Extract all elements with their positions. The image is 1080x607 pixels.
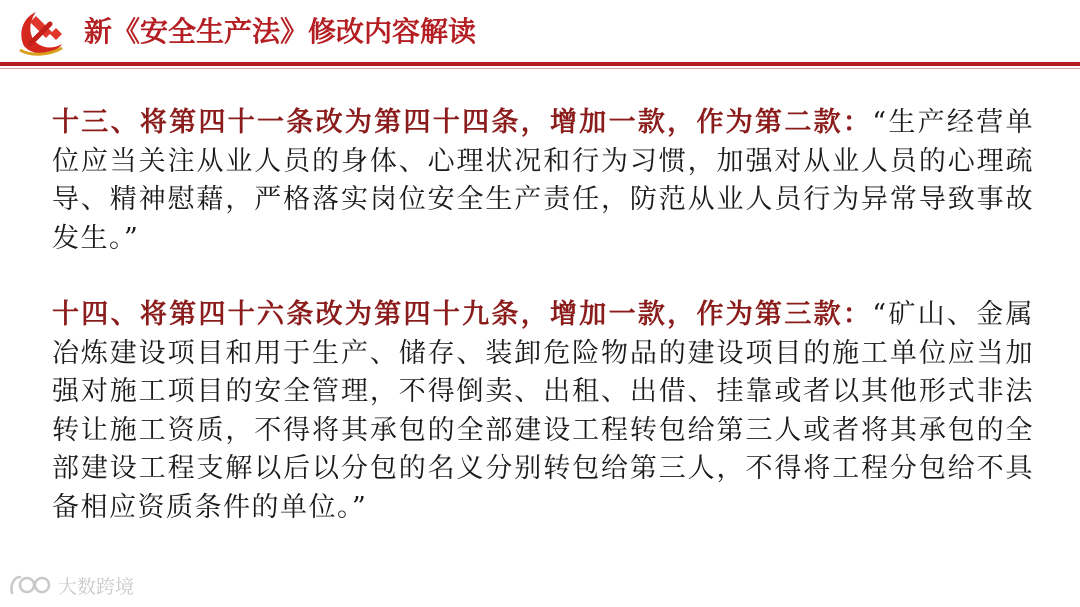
amendment-item	[52, 104, 1034, 258]
title-divider-thin	[0, 68, 1080, 69]
party-emblem-icon	[16, 6, 68, 58]
amendment-heading: 十三、将第四十一条改为第四十四条，增加一款，作为第二款：	[52, 107, 873, 138]
title-divider	[0, 62, 1080, 66]
amendment-heading: 十四、将第四十六条改为第四十九条，增加一款，作为第三款：	[52, 299, 873, 330]
watermark	[8, 572, 134, 598]
page-title: 新《安全生产法》修改内容解读	[84, 15, 477, 48]
watermark-text: 大数跨境	[58, 575, 135, 598]
brand-logo-icon	[8, 573, 54, 597]
amendment-list	[52, 104, 1034, 527]
amendment-text: “矿山、金属冶炼建设项目和用于生产、储存、装卸危险物品的建设项目的施工单位应当加强对施工项目的安全管理，不得倒卖、出租、出借、挂靠或者以其他形式非法转让施工资质，不得将其承包的全部建设工程转包给第三人或者将其承包的全部建设工程支解以后以分包的名义分别转包给第三人，不得将工程分包给不具备相应资质条件的单位。”	[52, 299, 1034, 523]
amendment-item	[52, 296, 1034, 527]
amendment-text: “生产经营单位应当关注从业人员的身体、心理状况和行为习惯，加强对从业人员的心理疏导、精神慰藉，严格落实岗位安全生产责任，防范从业人员行为异常导致事故发生。”	[52, 107, 1034, 254]
header-bar	[0, 0, 1080, 66]
